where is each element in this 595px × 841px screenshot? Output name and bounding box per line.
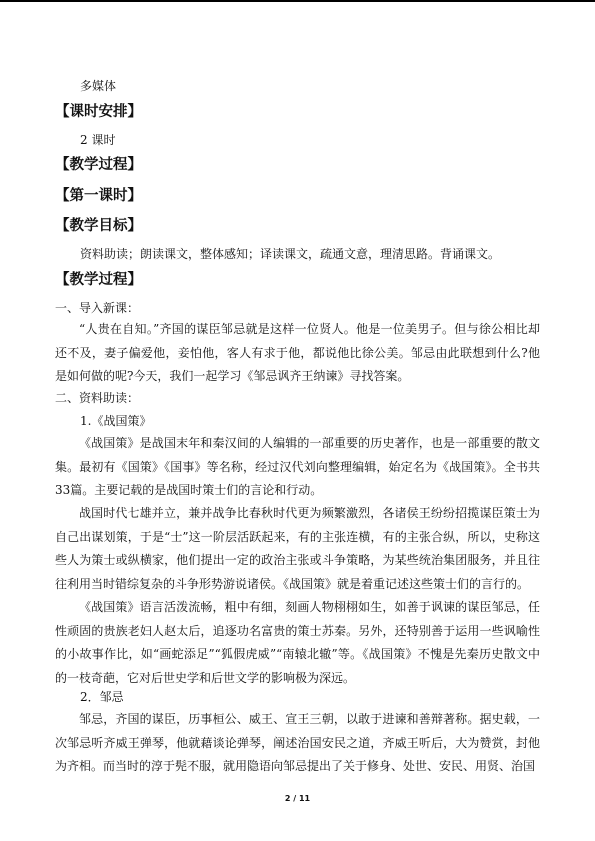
zhanguoce-paragraph-2: 战国时代七雄并立，兼并战争比春秋时代更为频繁激烈，各诸侯王纷纷招揽谋臣策士为自己出谋划策，于是“士”这一阶层活跃起来，有的主张连横，有的主张合纵，所以，史称这些人为策士或纵横家，他们提出一定的政治主张或斗争策略，为某些统治集团服务，并且往往利用当时错综复杂的斗争形势游说诸侯。《战国策》就是着重记述这些策士们的言行的。 [55,506,540,591]
heading-teaching-process: 【教学过程】 [55,157,142,173]
multimedia-line: 多媒体 [80,79,117,93]
subsection-zhanguoce-title: 1.《战国策》 [80,414,152,428]
subsection-zouji-title: 2．邹忌 [80,690,124,704]
zhanguoce-paragraph-3: 《战国策》语言活泼流畅，粗中有细，刻画人物栩栩如生，如善于讽谏的谋臣邹忌，任性顽固的贵族老妇人赵太后，追逐功名富贵的策士苏秦。另外，还特别善于运用一些讽喻性的小故事作比，如“画蛇添足”“狐假虎威”“南辕北辙”等。《战国策》不愧是先秦历史散文中的一枝奇葩，它对后世史学和后世文学的影响极为深远。 [55,600,540,685]
heading-first-lesson: 【第一课时】 [55,188,142,204]
section-reading-title: 二、资料助读： [55,391,140,405]
heading-schedule: 【课时安排】 [55,104,142,120]
zouji-paragraph: 邹忌，齐国的谋臣，历事桓公、威王、宣王三朝，以敢于进谏和善辩著称。据史载，一次邹忌听齐威王弹琴，他就藉谈论弹琴，阐述治国安民之道，齐威王听后，大为赞赏，封他为齐相。而当时的淳于髡不服，就用隐语向邹忌提出了关于修身、处世、安民、用贤、治国 [55,712,540,773]
objectives-text: 资料助读；朗读课文，整体感知；译读课文，疏通文意，理清思路。背诵课文。 [80,247,501,261]
zhanguoce-paragraph-1: 《战国策》是战国末年和秦汉间的人编辑的一部重要的历史著作，也是一部重要的散文集。最初有《国策》《国事》等名称，经过汉代刘向整理编辑，始定名为《战国策》。全书共33篇。主要记载的是战国时策士们的言论和行动。 [55,436,540,497]
heading-teaching-process-2: 【教学过程】 [55,272,142,288]
section-intro-paragraph: “人贵在自知。”齐国的谋臣邹忌就是这样一位贤人。他是一位美男子。但与徐公相比却还不及，妻子偏爱他，妾怕他，客人有求于他，都说他比徐公美。邹忌由此联想到什么?他是如何做的呢?今天，我们一起学习《邹忌讽齐王纳谏》寻找答案。 [55,322,540,383]
page-number: 2 / 11 [284,794,311,803]
schedule-text: 2 课时 [80,133,116,147]
section-intro-title: 一、导入新课： [55,301,140,315]
heading-objectives: 【教学目标】 [55,218,142,234]
